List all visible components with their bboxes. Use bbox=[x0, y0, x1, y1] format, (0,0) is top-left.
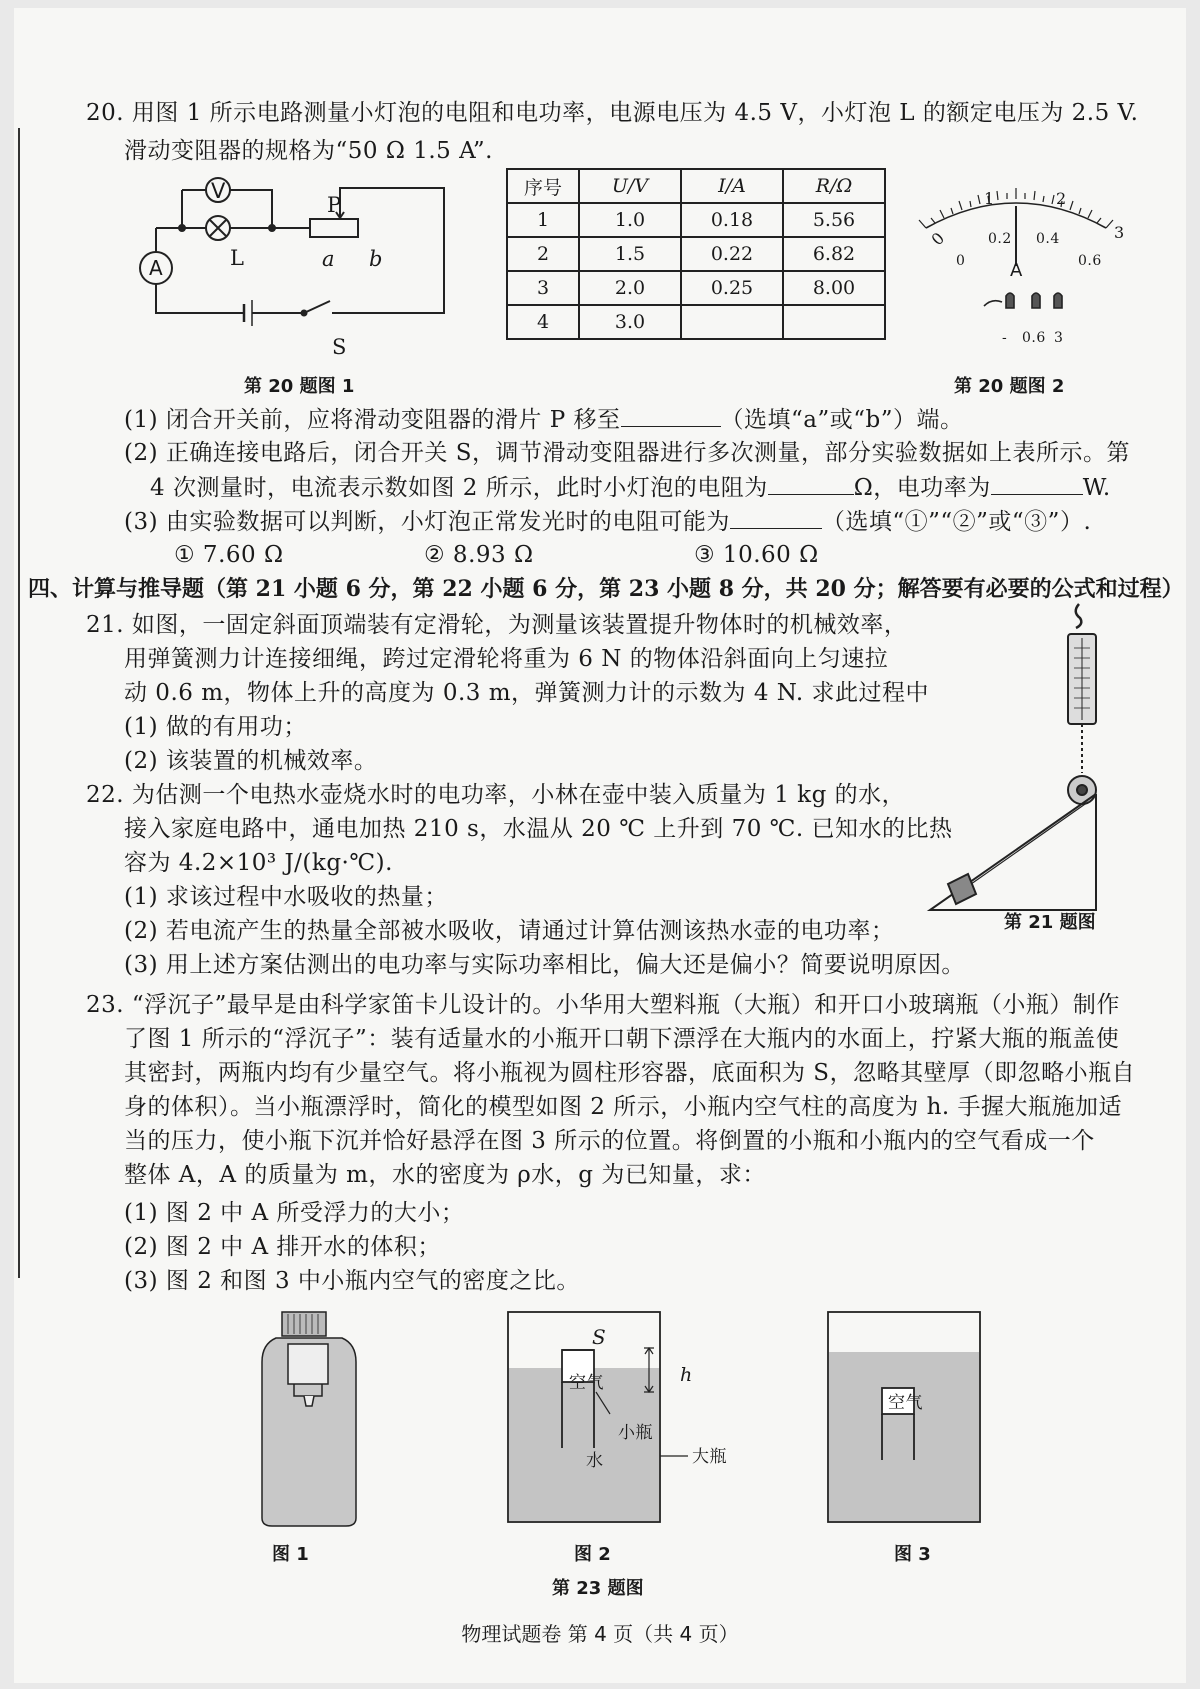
option-3: ③ 10.60 Ω bbox=[694, 542, 819, 568]
q20-data-table bbox=[506, 168, 886, 340]
q20-part2-line1: (2) 正确连接电路后，闭合开关 S，调节滑动变阻器进行多次测量，部分实验数据如上表所示。第 bbox=[124, 440, 1130, 466]
answer-blank[interactable] bbox=[991, 472, 1083, 495]
slider-p-label: P bbox=[327, 193, 342, 217]
q23-line2: 了图 1 所示的“浮沉子”：装有适量水的小瓶开口朝下漂浮在大瓶内的水面上，拧紧大瓶的瓶盖使 bbox=[124, 1026, 1120, 1052]
fig20-1-caption: 第 20 题图 1 bbox=[244, 376, 355, 397]
q21-line1: 21. 如图，一固定斜面顶端装有定滑轮，为测量该装置提升物体时的机械效率， bbox=[86, 612, 908, 638]
dial-inner-02: 0.2 bbox=[988, 231, 1012, 247]
q23-part1: (1) 图 2 中 A 所受浮力的大小； bbox=[124, 1200, 465, 1226]
table-header: R/Ω bbox=[783, 169, 885, 203]
q23-part2: (2) 图 2 中 A 排开水的体积； bbox=[124, 1234, 441, 1260]
q21-line3: 动 0.6 m，物体上升的高度为 0.3 m，弹簧测力计的示数为 4 N. 求此过程中 bbox=[124, 680, 930, 706]
terminal-minus: - bbox=[1002, 330, 1008, 346]
fig2-label-h: h bbox=[680, 1364, 693, 1386]
q23-line1: 23. “浮沉子”最早是由科学家笛卡儿设计的。小华用大塑料瓶（大瓶）和开口小玻璃瓶（小瓶）制作 bbox=[86, 992, 1120, 1018]
table-row bbox=[507, 203, 885, 237]
dial-tick-2: 2 bbox=[1056, 189, 1067, 208]
q20-part3-text-a: (3) 由实验数据可以判断，小灯泡正常发光时的电阻可能为 bbox=[124, 509, 730, 535]
q20-part1-text-b: （选填“a”或“b”）端。 bbox=[720, 407, 964, 433]
fig2-label-s: S bbox=[592, 1325, 607, 1349]
page-footer: 物理试题卷 第 4 页（共 4 页） bbox=[461, 1622, 739, 1646]
table-header: U/V bbox=[579, 169, 681, 203]
table-cell bbox=[681, 305, 783, 339]
fig23-caption: 第 23 题图 bbox=[552, 1578, 644, 1599]
q21-part2: (2) 该装置的机械效率。 bbox=[124, 748, 378, 774]
table-cell: 1 bbox=[507, 203, 579, 237]
dial-tick-0: 0 bbox=[927, 228, 949, 250]
terminal-06: 0.6 bbox=[1022, 330, 1046, 346]
q23-line4: 身的体积）。当小瓶漂浮时，简化的模型如图 2 所示，小瓶内空气柱的高度为 h. 手握大瓶施加适 bbox=[124, 1094, 1123, 1120]
table-row bbox=[507, 305, 885, 339]
fig2-label-water: 水 bbox=[586, 1451, 604, 1471]
table-cell: 2.0 bbox=[579, 271, 681, 305]
dial-inner-0: 0 bbox=[956, 253, 966, 269]
end-b-label: b bbox=[369, 247, 383, 271]
fig2-label-big-bottle: 大瓶 bbox=[692, 1447, 727, 1467]
section-4-heading: 四、计算与推导题（第 21 小题 6 分，第 22 小题 6 分，第 23 小题 8 分，共 20 分；解答要有必要的公式和过程） bbox=[28, 576, 1184, 602]
table-cell: 0.25 bbox=[681, 271, 783, 305]
q20-part3 bbox=[124, 506, 1091, 537]
table-row bbox=[507, 237, 885, 271]
table-row bbox=[507, 271, 885, 305]
q23-fig1-bottle bbox=[254, 1310, 364, 1530]
exam-page bbox=[14, 8, 1186, 1683]
fig23-3-caption: 图 3 bbox=[894, 1544, 931, 1565]
answer-blank[interactable] bbox=[768, 472, 854, 495]
end-a-label: a bbox=[322, 247, 336, 271]
dial-tick-1: 1 bbox=[984, 189, 995, 208]
table-cell: 0.22 bbox=[681, 237, 783, 271]
ammeter-label: A bbox=[149, 256, 164, 280]
q22-line1: 22. 为估测一个电热水壶烧水时的电功率，小林在壶中装入质量为 1 kg 的水， bbox=[86, 782, 906, 808]
q21-line2: 用弹簧测力计连接细绳，跨过定滑轮将重为 6 N 的物体沿斜面向上匀速拉 bbox=[124, 646, 889, 672]
answer-blank[interactable] bbox=[730, 506, 822, 529]
fig23-1-caption: 图 1 bbox=[272, 1544, 309, 1565]
dial-tick-3: 3 bbox=[1114, 223, 1125, 242]
table-header: I/A bbox=[681, 169, 783, 203]
q20-line2: 滑动变阻器的规格为“50 Ω 1.5 A”. bbox=[124, 138, 493, 164]
q22-part2: (2) 若电流产生的热量全部被水吸收，请通过计算估测该热水壶的电功率； bbox=[124, 918, 895, 944]
dial-unit: A bbox=[1010, 260, 1023, 281]
fig20-2-caption: 第 20 题图 2 bbox=[954, 376, 1065, 397]
q20-part1-text-a: (1) 闭合开关前，应将滑动变阻器的滑片 P 移至 bbox=[124, 407, 621, 433]
table-cell: 2 bbox=[507, 237, 579, 271]
q20-part2-line2 bbox=[150, 472, 1111, 503]
dial-inner-04: 0.4 bbox=[1036, 231, 1060, 247]
table-cell: 3 bbox=[507, 271, 579, 305]
table-header: 序号 bbox=[507, 169, 579, 203]
fig2-label-air: 空气 bbox=[569, 1373, 604, 1393]
q20-line1: 20. 用图 1 所示电路测量小灯泡的电阻和电功率，电源电压为 4.5 V，小灯泡 L 的额定电压为 2.5 V. bbox=[86, 100, 1139, 126]
q20-part2-text-b: 4 次测量时，电流表示数如图 2 所示，此时小灯泡的电阻为 bbox=[150, 475, 768, 501]
fig23-2-caption: 图 2 bbox=[574, 1544, 611, 1565]
q23-line3: 其密封，两瓶内均有少量空气。将小瓶视为圆柱形容器，底面积为 S，忽略其壁厚（即忽略小瓶自 bbox=[124, 1060, 1136, 1086]
switch-label: S bbox=[332, 335, 347, 359]
q20-circuit-diagram bbox=[154, 178, 454, 348]
q20-part2-text-d: W. bbox=[1082, 475, 1111, 501]
q22-part1: (1) 求该过程中水吸收的热量； bbox=[124, 884, 448, 910]
voltmeter-label: V bbox=[211, 179, 226, 203]
q22-line3: 容为 4.2×10³ J/(kg·℃). bbox=[124, 850, 393, 876]
table-cell: 4 bbox=[507, 305, 579, 339]
table-cell bbox=[783, 305, 885, 339]
q23-fig3-model bbox=[824, 1308, 994, 1528]
q23-line5: 当的压力，使小瓶下沉并恰好悬浮在图 3 所示的位置。将倒置的小瓶和小瓶内的空气看成一个 bbox=[124, 1128, 1095, 1154]
table-cell: 8.00 bbox=[783, 271, 885, 305]
q21-incline-diagram bbox=[914, 598, 1174, 918]
fig2-label-small-bottle: 小瓶 bbox=[618, 1423, 653, 1443]
q22-part3: (3) 用上述方案估测出的电功率与实际功率相比，偏大还是偏小？简要说明原因。 bbox=[124, 952, 965, 978]
q20-part3-text-b: （选填“①”“②”或“③”）. bbox=[821, 509, 1092, 535]
lamp-label: L bbox=[230, 246, 245, 270]
q22-line2: 接入家庭电路中，通电加热 210 s，水温从 20 ℃ 上升到 70 ℃. 已知水的比热 bbox=[124, 816, 953, 842]
table-cell: 0.18 bbox=[681, 203, 783, 237]
table-cell: 6.82 bbox=[783, 237, 885, 271]
q20-part2-text-c: Ω，电功率为 bbox=[853, 475, 991, 501]
fig21-caption: 第 21 题图 bbox=[1004, 912, 1096, 933]
option-2: ② 8.93 Ω bbox=[424, 542, 534, 568]
table-cell: 1.5 bbox=[579, 237, 681, 271]
margin-line bbox=[18, 128, 20, 1278]
q23-part3: (3) 图 2 和图 3 中小瓶内空气的密度之比。 bbox=[124, 1268, 580, 1294]
answer-blank[interactable] bbox=[621, 404, 721, 427]
table-cell: 3.0 bbox=[579, 305, 681, 339]
terminal-3: 3 bbox=[1054, 330, 1064, 346]
table-cell: 1.0 bbox=[579, 203, 681, 237]
q21-part1: (1) 做的有用功； bbox=[124, 714, 307, 740]
q20-part1 bbox=[124, 404, 963, 435]
dial-inner-06: 0.6 bbox=[1078, 253, 1102, 269]
q23-line6: 整体 A，A 的质量为 m，水的密度为 ρ水，g 为已知量，求： bbox=[124, 1162, 766, 1188]
table-cell: 5.56 bbox=[783, 203, 885, 237]
fig3-label-air: 空气 bbox=[888, 1393, 923, 1413]
option-1: ① 7.60 Ω bbox=[174, 542, 284, 568]
